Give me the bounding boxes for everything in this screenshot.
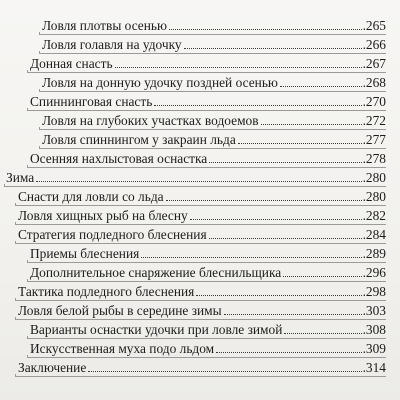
toc-entry-page: .284 xyxy=(362,227,386,242)
toc-entry-page: .289 xyxy=(362,246,386,261)
toc-entry[interactable] xyxy=(0,263,400,282)
toc-entry-title: Ловля плотвы осенью xyxy=(42,18,168,33)
toc-entry-title: Осенняя нахлыстовая оснастка xyxy=(30,151,208,166)
toc-entry-title: Ловля хищных рыб на блесну xyxy=(18,208,188,223)
toc-entry-title: Ловля на донную удочку поздней осенью xyxy=(42,75,278,90)
toc-entry[interactable] xyxy=(0,282,400,301)
toc-entry-title: Искусственная муха подо льдом xyxy=(30,341,215,356)
toc-entry-title: Донная снасть xyxy=(30,56,113,71)
dot-leader xyxy=(224,314,362,315)
entry-underline xyxy=(15,374,386,377)
toc-entry[interactable] xyxy=(0,92,400,111)
dot-leader xyxy=(209,238,362,239)
toc-entry[interactable] xyxy=(0,73,400,92)
toc-entry[interactable] xyxy=(0,130,400,149)
toc-entry-page: .277 xyxy=(362,132,386,147)
dot-leader xyxy=(88,371,361,372)
toc-entry[interactable] xyxy=(0,320,400,339)
toc-entry[interactable] xyxy=(0,301,400,320)
toc-entry-page: .270 xyxy=(362,94,386,109)
dot-leader xyxy=(190,219,362,220)
toc-entry-page: .309 xyxy=(362,341,386,356)
toc-entry-page: .265 xyxy=(362,18,386,33)
toc-entry[interactable] xyxy=(0,168,400,187)
toc-entry[interactable] xyxy=(0,149,400,168)
toc-entry-page: .280 xyxy=(362,170,386,185)
toc-entry-title: Дополнительное снаряжение блеснильщика xyxy=(30,265,282,280)
dot-leader xyxy=(284,333,361,334)
toc-entry-title: Снасти для ловли со льда xyxy=(18,189,164,204)
dot-leader xyxy=(209,162,361,163)
toc-entry[interactable] xyxy=(0,54,400,73)
toc-entry-page: .272 xyxy=(362,113,386,128)
toc-entry-title: Ловля голавля на удочку xyxy=(42,37,182,52)
toc-entry[interactable] xyxy=(0,244,400,263)
table-of-contents xyxy=(0,16,400,377)
toc-entry-title: Заключение xyxy=(18,360,87,375)
toc-entry[interactable] xyxy=(0,35,400,54)
toc-entry-page: .282 xyxy=(362,208,386,223)
toc-entry[interactable] xyxy=(0,16,400,35)
toc-entry-page: .266 xyxy=(362,37,386,52)
toc-entry[interactable] xyxy=(0,358,400,377)
dot-leader xyxy=(261,124,362,125)
toc-entry-title: Приемы блеснения xyxy=(30,246,140,261)
dot-leader xyxy=(283,276,361,277)
dot-leader xyxy=(280,86,362,87)
toc-entry[interactable] xyxy=(0,339,400,358)
dot-leader xyxy=(216,352,361,353)
toc-entry-page: .298 xyxy=(362,284,386,299)
dot-leader xyxy=(184,48,362,49)
dot-leader xyxy=(36,181,361,182)
toc-entry-title: Варианты оснастки удочки при ловле зимой xyxy=(30,322,283,337)
toc-entry-title: Ловля белой рыбы в середине зимы xyxy=(18,303,222,318)
toc-entry[interactable] xyxy=(0,187,400,206)
toc-entry-page: .280 xyxy=(362,189,386,204)
dot-leader xyxy=(169,29,362,30)
toc-entry-page: .267 xyxy=(362,56,386,71)
toc-entry-page: .278 xyxy=(362,151,386,166)
toc-entry[interactable] xyxy=(0,111,400,130)
dot-leader xyxy=(154,105,361,106)
toc-entry-page: .296 xyxy=(362,265,386,280)
toc-entry[interactable] xyxy=(0,206,400,225)
toc-entry-title: Ловля на глубоких участках водоемов xyxy=(42,113,259,128)
toc-entry[interactable] xyxy=(0,225,400,244)
dot-leader xyxy=(166,200,362,201)
toc-entry-page: .268 xyxy=(362,75,386,90)
toc-entry-title: Тактика подледного блеснения xyxy=(18,284,195,299)
dot-leader xyxy=(238,143,362,144)
dot-leader xyxy=(115,67,362,68)
toc-entry-title: Ловля спиннингом у закраин льда xyxy=(42,132,236,147)
toc-entry-page: .308 xyxy=(362,322,386,337)
toc-entry-title: Стратегия подледного блеснения xyxy=(18,227,207,242)
toc-entry-title: Зима xyxy=(6,170,35,185)
dot-leader xyxy=(141,257,361,258)
toc-entry-page: .314 xyxy=(362,360,386,375)
toc-entry-page: .303 xyxy=(362,303,386,318)
toc-entry-title: Спиннинговая снасть xyxy=(30,94,153,109)
dot-leader xyxy=(196,295,361,296)
